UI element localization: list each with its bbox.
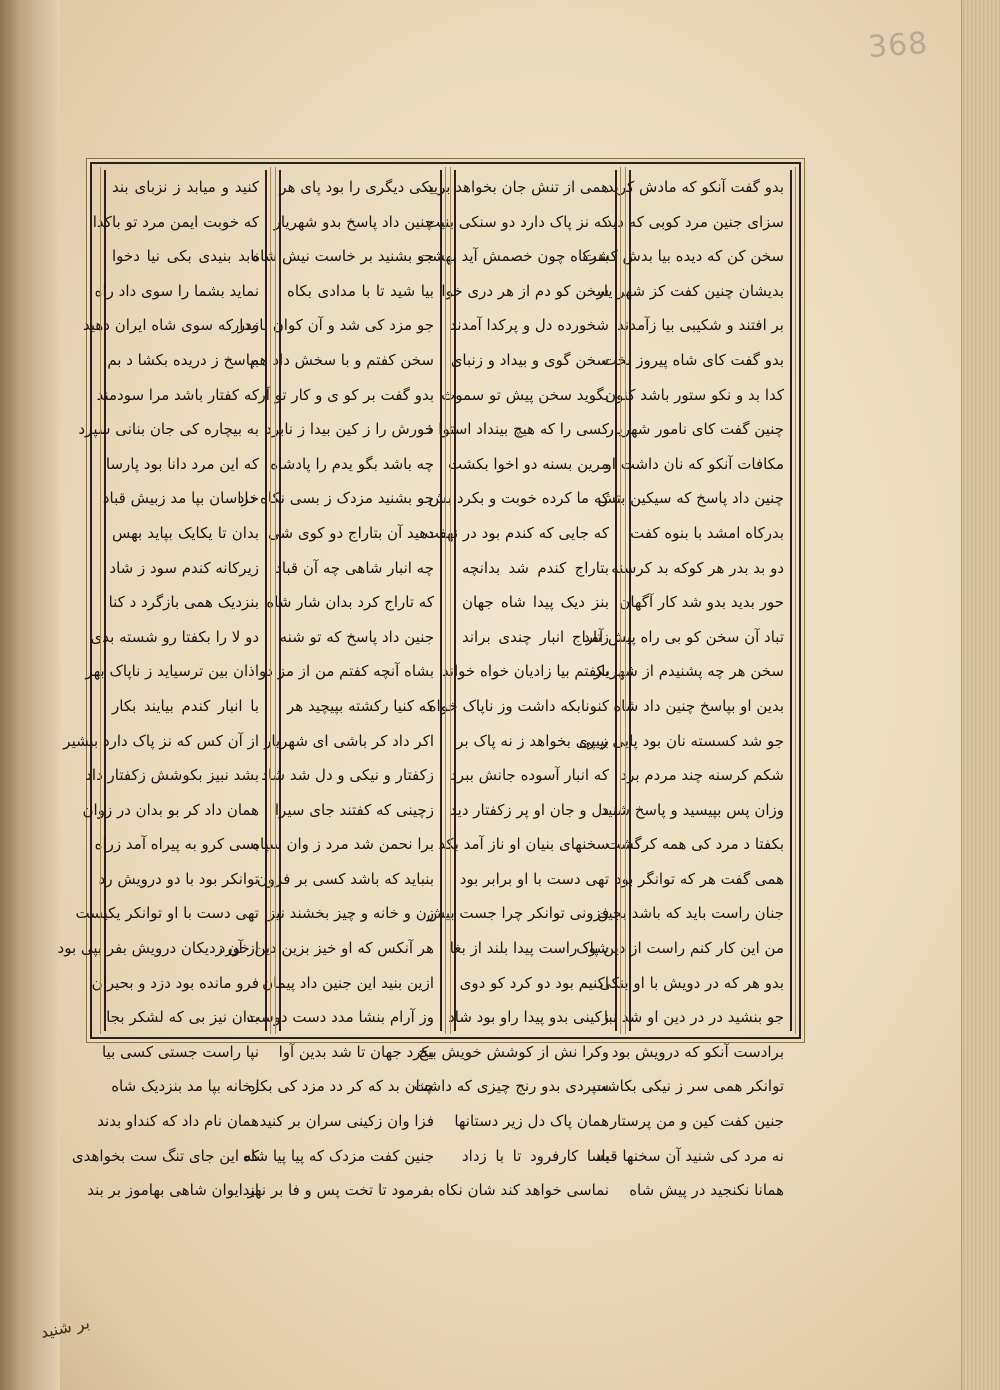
verse-line: دو لا را بکفتا رو شسته بدی [90, 627, 259, 646]
verse-line: سخن کفتم و با سخش داد هم [249, 350, 434, 369]
verse-line: از ایوان شاهی بهاموز بر بند [87, 1181, 259, 1200]
verse-line: جو بشنید بر خاست نیش شاه [252, 247, 434, 266]
verse-line: بکفتا د مرد کی همه کرگشت [606, 835, 784, 854]
verse-line: هر آنکس که او خیز بزین دین خورد [218, 939, 434, 958]
verse-line: مکافات آنکو که نان داشت او [604, 454, 784, 473]
verse-line: چنین داد پاسخ بدو شهریار [273, 212, 434, 231]
verse-line: وکرا نش از کوشش خویش بیخ [418, 1042, 609, 1061]
verse-line: سپردی بدو رنج چیزی که داشت [413, 1077, 609, 1096]
verse-line: کسی را که هیچ بینداد استوا ذ [426, 420, 609, 439]
verse-line: از آن کس که نز پاک دارد ببشیر [63, 731, 259, 750]
verse-line: همی از تنش جان بخواهد برید [425, 178, 609, 196]
verse-line: زن و خانه و چیز بخشند نیز [267, 904, 434, 923]
verse-line: شود راست پیدا بلند از بغا [449, 939, 609, 958]
verse-line: فزا وان زکینی سران بر کنید [259, 1112, 434, 1131]
verse-line: بدو گفت آنکو که مادش کرید [606, 178, 784, 196]
verse-line: بر افتند و شکیبی بیا زآمدند [617, 316, 784, 335]
verse-line: خورش را ز کین بیدا ز نابرد [265, 420, 434, 439]
verse-line: بدو گفت بر کو ی و کار تو آر [258, 385, 434, 404]
verse-line: کنید و میابد ز نزبای بند [112, 178, 259, 196]
verse-line: جو مزد کی شد و آن کوان نامدار [231, 316, 434, 335]
verse-line: دهید آن بتاراج دو کوی شی [267, 523, 434, 542]
verse-line: برا نحمن شد مرد ز وان سپاه [252, 835, 434, 854]
verse-line: زچینی که کفتند جای سیرا [274, 800, 434, 819]
text-column-3 [218, 170, 442, 1200]
verse-line: دو بد بدر هر کوکه بد کرسنه [611, 558, 784, 577]
verse-line: نابد بنیدی بکی نیا دخوا [112, 247, 259, 266]
verse-line: بپاسخ ز دریده بکشا د بم [107, 350, 259, 369]
verse-line: تهی دست با او توانکر یکیست [75, 904, 259, 923]
verse-line: همان داد کر بو بدان در زوان [82, 800, 259, 819]
verse-line: با انبار کندم بیایند بکار [112, 696, 259, 715]
verse-line: چه باشد بگو یدم را پادشاه [270, 454, 434, 473]
verse-line: ازین بنید این جنین داد پیمان [262, 973, 434, 992]
verse-line: نپا راست جستی کسی بیا [101, 1042, 259, 1061]
verse-line: نماید بشما را سوی داد راه [94, 281, 259, 300]
verse-line: زکینی بدو پیدا راو بود شاد [448, 1008, 609, 1027]
verse-line: جنان راست باید که باشد بجین [597, 904, 784, 923]
verse-line: نماسی خواهد کند شان نکاه [437, 1181, 609, 1200]
verse-line: بنزدیک همی بازگرد د کنا [108, 593, 259, 612]
verse-line: بنباید که باشد کسی بر فزون [256, 869, 434, 888]
verse-line: سخن هر چه پشنیدم از شهریار [594, 662, 784, 681]
text-column-2 [413, 170, 617, 1200]
verse-line: جنین کفت مزدک که پیا پیا شاه [243, 1146, 434, 1165]
verse-line: جنین داد پاسخ که تو شنه [279, 627, 434, 646]
verse-line: وزان پس بپیسید و پاسخ شنید [600, 800, 784, 819]
verse-line: خراسان بپا مد زبیش قباد [102, 489, 259, 508]
verse-line: بدان تا یکایک بپاید بهس [112, 523, 259, 542]
verse-line: جو بشنید مزدک ز بسی نکاه داد [237, 489, 434, 508]
verse-line: زتاراج انبار چندی براند [462, 627, 609, 646]
verse-line: چه انبار شاهی چه آن قباد [275, 558, 434, 577]
verse-line: که انبار آسوده جانش ببرد [450, 766, 609, 785]
verse-line: از آن زدیکان درویش بفر بپی بود [57, 939, 259, 958]
verse-line: جو بنشید در در دین او شد نبا [603, 1008, 784, 1027]
verse-line: بدرکاه چون خصمش آید بهشت [417, 247, 609, 266]
verse-line: جو شد کسسته نان بود پایی ز پی [578, 731, 784, 750]
verse-line: که کفتار باشد مرا سودمند [96, 385, 259, 404]
verse-line: بسا کارفرود تا با زداد [462, 1146, 609, 1165]
verse-line: بنز دیک پیدا شاه جهان [462, 593, 609, 612]
verse-line: من این کار کنم راست از دین پاک [576, 939, 784, 958]
verse-line: سخن کن که دیده بیا بدش کشت [582, 247, 784, 266]
verse-line: بکفتم بیا زادیان خواه خواند [441, 662, 609, 681]
verse-line: زدر که سوی شاه ایران دهید [82, 316, 259, 335]
verse-line: برادست آنکو که درویش بود [611, 1042, 784, 1061]
verse-line: توانکر بود با دو درویش رد [98, 869, 259, 888]
verse-line: اکر داد کر باشی ای شهریار [264, 731, 434, 750]
verse-line: شکم کرسنه چند مردم برد [620, 766, 784, 785]
verse-line: بپیری بخواهد ز نه پاک بر [456, 731, 609, 750]
verse-line: زیرکانه کندم سود ز شاد [109, 558, 259, 577]
binding-gutter [0, 0, 60, 1390]
verse-line: همان پاک دل زیر دستانها [454, 1112, 609, 1131]
verse-line: حور بدید بدو شد کار آگهان [619, 593, 784, 612]
verse-line: بدیشان چنین کفت کز شهر یار [596, 281, 784, 300]
verse-line: فزونی توانکر چرا جست بیش [426, 904, 609, 923]
verse-line: شخورده دل و پرکدا آمدند [449, 316, 609, 335]
verse-line: بدین او بپاسخ چنین داد شاه [613, 696, 784, 715]
verse-line: بکرد جهان تا شد بدین آوا [278, 1042, 434, 1061]
verse-line: که ما کرده خوبت و بکرد بش [428, 489, 609, 508]
verse-line: چنین داد پاسخ که سیکین بتش [597, 489, 784, 508]
verse-line: بدو هر که در دویش با او بنکی [599, 973, 784, 992]
verse-line: به بیچاره کی جان بنانی سپرد [78, 420, 259, 439]
verse-line: که تاراج کرد بدان شار شاه [266, 593, 434, 612]
verse-line: یکی دیگری را بود پای هر [279, 178, 434, 196]
verse-line: همی گفت هر که توانگر بود [614, 869, 784, 888]
verse-line: همانا نکنجید در پیش شاه [629, 1181, 784, 1200]
folio-number: 368 [866, 25, 930, 66]
verse-line: که نز پاک دارد دو سنکی بنیت [426, 212, 609, 231]
verse-line: سخنهای بنیان او ناز آمد بکد [438, 835, 609, 854]
verse-line: زکفتار و نیکی و دل شد شاد [261, 766, 434, 785]
verse-line: بتاراج کندم شد بدانچه [462, 558, 609, 577]
verse-line: تهی دست با او برابر بود [459, 869, 609, 888]
verse-line: چنان بد که کر دد مزد کی بکاه [247, 1077, 434, 1096]
verse-line: کدا بد و نکو ستور باشد کنون [605, 385, 784, 404]
verse-line: چنین گفت کای نامور شهریار [606, 420, 784, 439]
verse-line: اذان بین ترسیاید ز ناپاک بهر [85, 662, 259, 681]
verse-line: بیا شید تا با مدادی بکاه [287, 281, 434, 300]
text-frame [57, 162, 801, 1200]
verse-line: که خوبت ایمن مرد تو باکدا [92, 212, 259, 231]
verse-line: سزای جنین مرد کوبی که دید [605, 212, 784, 231]
verse-line: کنونابکه داشت وز ناپاک خواه [428, 696, 609, 715]
verse-line: که کنیا رکشته بپیچید هر [287, 696, 434, 715]
verse-line: سخن کو دم از هر دری خوا [441, 281, 609, 300]
verse-line: توانکر همی سر ز نیکی بکاشت [592, 1077, 784, 1096]
verse-line: بشد نبیز بکوشش زکفتار داد [85, 766, 259, 785]
verse-line: فرو مانده بود دزد و بحیران [91, 973, 259, 992]
verse-line: اکنیم بود دو کرد کو دوی [459, 973, 609, 992]
verse-line: زخانه بپا مد بنزدیک شاه [111, 1077, 259, 1096]
verse-line: دل و جان او پر زکفتار دید [449, 800, 609, 819]
verse-line: بدان نیز بی که لشکر بجا [106, 1008, 259, 1027]
verse-line: مرین بسنه دو اخوا بکشت [448, 454, 609, 473]
verse-line: بدرکاه امشد با بنوه کفت [630, 523, 784, 542]
text-column-1 [576, 170, 792, 1200]
verse-line: جنین کفت کین و من پرستار [609, 1112, 784, 1131]
verse-line: همان نام داد که کنداو بدند [97, 1112, 259, 1131]
text-column-4 [57, 170, 267, 1200]
page-edges [961, 0, 1000, 1390]
verse-line: که این مرد دانا بود پارسا [105, 454, 259, 473]
verse-line: بشاه آنچه کفتم من از مز دو [259, 662, 434, 681]
verse-line: بفرمود تا تخت پس و فا بر نهید [242, 1181, 434, 1200]
verse-line: که جایی که کندم بود در نهفت [424, 523, 609, 542]
verse-line: بدو گفت کای شاه پیروز بخت [602, 350, 784, 369]
verse-line: بگوید سخن پیش تو سموث [441, 385, 609, 404]
verse-line: تباد آن سخن کو بی راه پیش آمد [583, 627, 784, 646]
verse-line: بسی کرو به پیراه آمد زراه [94, 835, 259, 854]
catchword: بر شنید [38, 1313, 92, 1342]
verse-line: که این جای تنگ ست بخواهدی [71, 1146, 259, 1165]
verse-line: سخن گوی و بیداد و زنبای [450, 350, 609, 369]
verse-line: نه مرد کی شنید آن سخنها قباد [594, 1146, 784, 1165]
verse-line: وز آرام بنشا مدد دست دوست [246, 1008, 434, 1027]
